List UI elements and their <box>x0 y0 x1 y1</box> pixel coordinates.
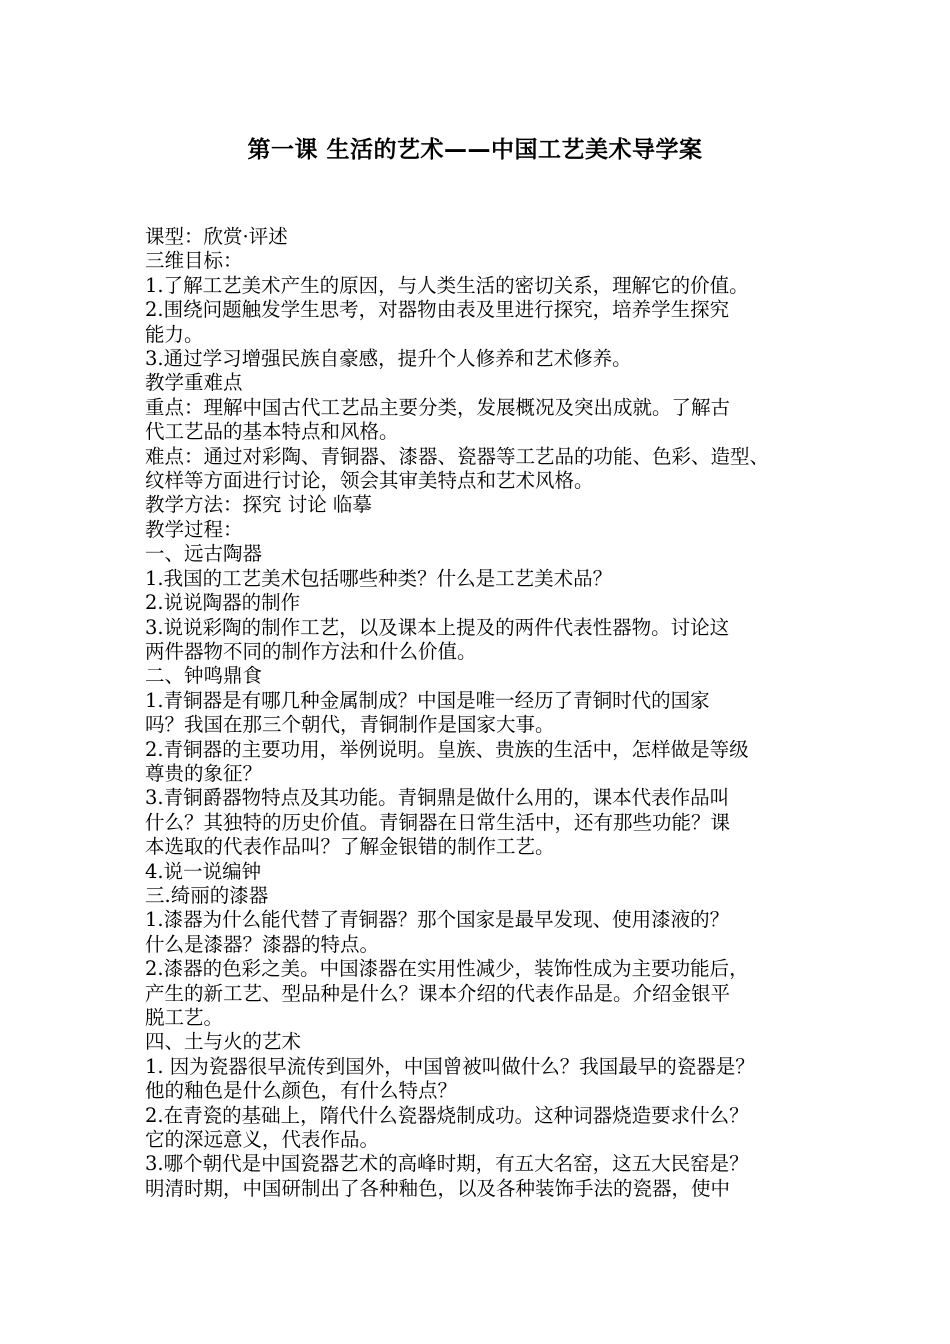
text-line: 1.漆器为什么能代替了青铜器？那个国家是最早发现、使用漆液的？ <box>145 908 730 932</box>
text-line: 三.绮丽的漆器 <box>145 883 269 907</box>
text-line: 2.在青瓷的基础上，隋代什么瓷器烧制成功。这种词器烧造要求什么？ <box>145 1103 749 1127</box>
text-line: 1.青铜器是有哪几种金属制成？中国是唯一经历了青铜时代的国家 <box>145 688 710 712</box>
text-line: 能力。 <box>145 322 204 346</box>
text-line: 明清时期，中国研制出了各种釉色，以及各种装饰手法的瓷器，使中 <box>145 1176 731 1200</box>
text-line: 三维目标： <box>145 249 243 273</box>
text-line: 纹样等方面进行讨论，领会其审美特点和艺术风格。 <box>145 469 594 493</box>
text-line: 四、土与火的艺术 <box>145 1030 302 1054</box>
text-line: 3.哪个朝代是中国瓷器艺术的高峰时期，有五大名窑，这五大民窑是？ <box>145 1152 749 1176</box>
text-line: 3.青铜爵器物特点及其功能。青铜鼎是做什么用的，课本代表作品叫 <box>145 786 730 810</box>
text-line: 2.围绕问题触发学生思考，对器物由表及里进行探究，培养学生探究 <box>145 298 730 322</box>
text-line: 课型：欣赏·评述 <box>145 225 288 248</box>
text-line: 1.我国的工艺美术包括哪些种类？什么是工艺美术品？ <box>145 566 613 590</box>
text-line: 3.说说彩陶的制作工艺，以及课本上提及的两件代表性器物。讨论这 <box>145 615 730 639</box>
text-line: 产生的新工艺、型品种是什么？课本介绍的代表作品是。介绍金银平 <box>145 981 731 1005</box>
text-line: 2.漆器的色彩之美。中国漆器在实用性减少，装饰性成为主要功能后， <box>145 957 749 981</box>
document-title: 第一课 生活的艺术——中国工艺美术导学案 <box>247 137 703 163</box>
text-line: 二、钟鸣鼎食 <box>145 664 263 688</box>
text-line: 教学过程： <box>145 517 243 541</box>
text-line: 代工艺品的基本特点和风格。 <box>145 420 399 444</box>
text-line: 重点：理解中国古代工艺品主要分类，发展概况及突出成就。了解古 <box>145 395 731 419</box>
document-body <box>145 225 810 1201</box>
text-line: 尊贵的象征？ <box>145 761 263 785</box>
text-line: 2.青铜器的主要功用，举例说明。皇族、贵族的生活中，怎样做是等级 <box>145 737 749 761</box>
text-line: 脱工艺。 <box>145 1006 224 1029</box>
text-line: 它的深远意义，代表作品。 <box>145 1128 380 1152</box>
text-line: 本选取的代表作品叫？了解金银错的制作工艺。 <box>145 835 555 859</box>
text-line: 两件器物不同的制作方法和什么价值。 <box>145 639 477 663</box>
text-line: 吗？我国在那三个朝代，青铜制作是国家大事。 <box>145 713 555 737</box>
text-line: 教学重难点 <box>145 371 243 395</box>
text-line: 一、远古陶器 <box>145 542 263 566</box>
text-line: 什么是漆器？漆器的特点。 <box>145 932 380 956</box>
text-line: 4.说一说编钟 <box>145 859 262 883</box>
text-line: 教学方法：探究 讨论 临摹 <box>145 493 372 517</box>
text-line: 3.通过学习增强民族自豪感，提升个人修养和艺术修养。 <box>145 347 632 371</box>
text-line: 1.了解工艺美术产生的原因，与人类生活的密切关系，理解它的价值。 <box>145 273 749 297</box>
text-line: 他的釉色是什么颜色，有什么特点？ <box>145 1079 458 1103</box>
text-line: 难点：通过对彩陶、青铜器、漆器、瓷器等工艺品的功能、色彩、造型、 <box>145 444 770 468</box>
text-line: 什么？其独特的历史价值。青铜器在日常生活中，还有那些功能？课 <box>145 810 731 834</box>
text-line: 1. 因为瓷器很早流传到国外，中国曾被叫做什么？我国最早的瓷器是？ <box>145 1054 755 1078</box>
text-line: 2.说说陶器的制作 <box>145 591 301 615</box>
